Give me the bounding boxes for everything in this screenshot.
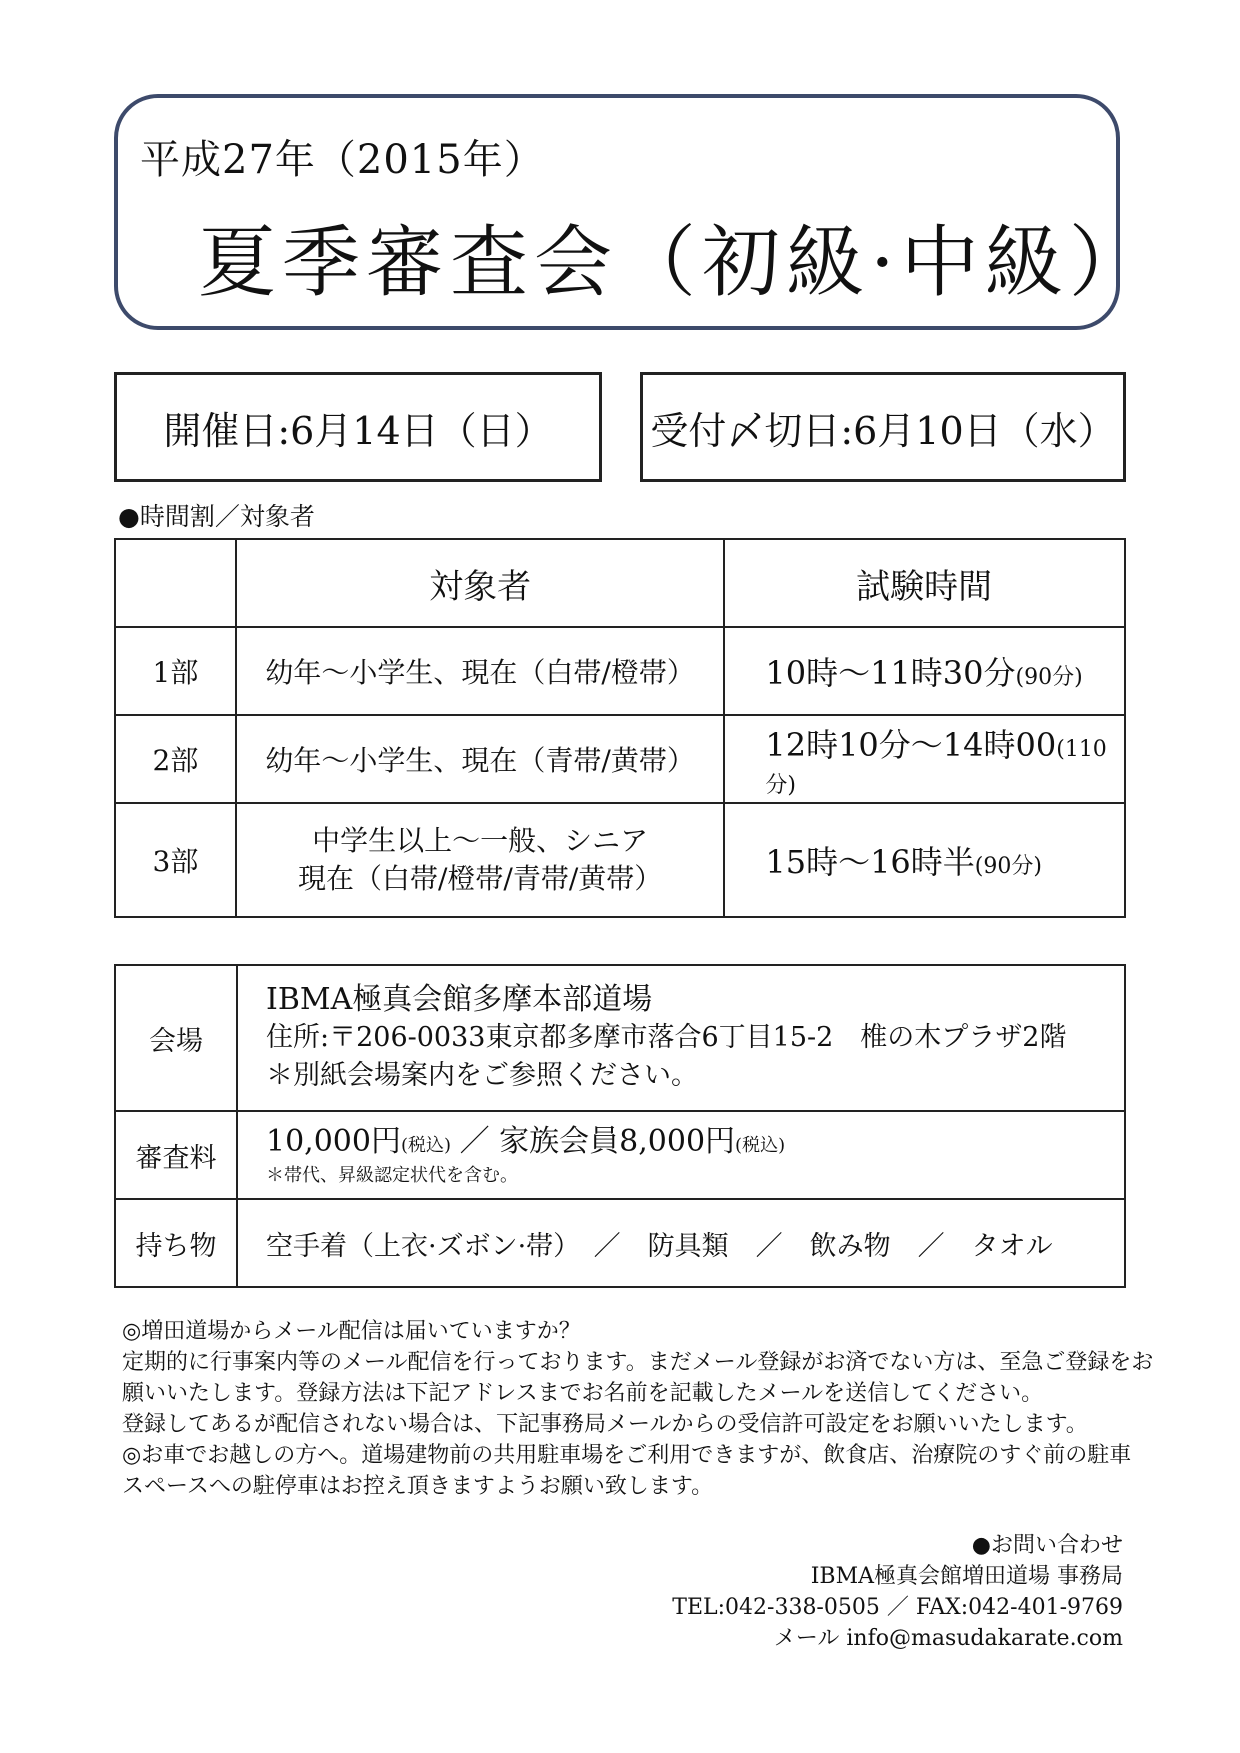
section-label: ●時間割／対象者 bbox=[118, 502, 315, 531]
fee-family: ／ 家族会員8,000円 bbox=[459, 1124, 736, 1159]
items-row bbox=[115, 1199, 1125, 1287]
header-blank bbox=[115, 539, 236, 627]
venue-note: ＊別紙会場案内をご参照ください。 bbox=[266, 1060, 698, 1091]
venue-row bbox=[115, 965, 1125, 1111]
note-line: スペースへの駐停車はお控え頂きますようお願い致します。 bbox=[122, 1474, 714, 1499]
header-target: 対象者 bbox=[236, 539, 724, 627]
fee-tax-note: (税込) bbox=[400, 1135, 452, 1156]
part-cell: 3部 bbox=[115, 803, 236, 917]
target-line-1: 中学生以上～一般、シニア bbox=[312, 824, 649, 857]
event-date: 開催日:6月14日（日） bbox=[163, 408, 553, 453]
time-value: 10時～11時30分 bbox=[765, 654, 1016, 692]
deadline-box bbox=[640, 372, 1126, 482]
note-line: 願いいたします。登録方法は下記アドレスまでお名前を記載したメールを送信してください。 bbox=[122, 1381, 1044, 1406]
target-cell: 幼年～小学生、現在（白帯/橙帯） bbox=[236, 627, 724, 715]
venue-label: 会場 bbox=[115, 965, 237, 1111]
note-line: ◎お車でお越しの方へ。道場建物前の共用駐車場をご利用できますが、飲食店、治療院のすぐ前の駐車 bbox=[122, 1443, 1132, 1468]
time-value: 15時～16時半 bbox=[765, 843, 975, 881]
time-cell bbox=[724, 627, 1125, 715]
table-header-row bbox=[115, 539, 1125, 627]
fee-tax-note: (税込) bbox=[735, 1135, 786, 1156]
contact-label: ●お問い合わせ bbox=[971, 1533, 1123, 1558]
event-date-box bbox=[114, 372, 602, 482]
venue-details bbox=[237, 965, 1125, 1111]
fee-details bbox=[237, 1111, 1125, 1199]
items-label: 持ち物 bbox=[115, 1199, 237, 1287]
contact-block bbox=[672, 1530, 1123, 1654]
schedule-table bbox=[114, 538, 1126, 918]
time-cell bbox=[724, 715, 1125, 803]
table-row bbox=[115, 715, 1125, 803]
time-value: 12時10分～14時00 bbox=[765, 725, 1057, 764]
part-cell: 1部 bbox=[115, 627, 236, 715]
fee-note: ＊帯代、昇級認定状代を含む。 bbox=[266, 1165, 518, 1186]
contact-email: メール info@masudakarate.com bbox=[773, 1626, 1123, 1651]
fee-row bbox=[115, 1111, 1125, 1199]
fee-regular: 10,000円 bbox=[266, 1124, 401, 1159]
page-title: 夏季審査会（初級·中級） bbox=[198, 218, 1153, 308]
table-row bbox=[115, 803, 1125, 917]
time-duration: (90分) bbox=[974, 854, 1042, 879]
note-line: ◎増田道場からメール配信は届いていますか？ bbox=[122, 1319, 581, 1344]
time-duration: (90分) bbox=[1015, 665, 1083, 690]
venue-name: IBMA極真会館多摩本部道場 bbox=[266, 982, 653, 1017]
deadline-date: 受付〆切日:6月10日（水） bbox=[650, 408, 1116, 453]
items-list: 空手着（上衣·ズボン·帯） ／ 防具類 ／ 飲み物 ／ タオル bbox=[237, 1199, 1125, 1287]
note-line: 登録してあるが配信されない場合は、下記事務局メールからの受信許可設定をお願いいたします。 bbox=[122, 1412, 1088, 1437]
notes bbox=[122, 1316, 1154, 1502]
venue-address: 住所:〒206-0033東京都多摩市落合6丁目15-2 椎の木プラザ2階 bbox=[266, 1022, 1067, 1053]
fee-label: 審査料 bbox=[115, 1111, 237, 1199]
note-line: 定期的に行事案内等のメール配信を行っております。まだメール登録がお済でない方は、至急ご登録をお bbox=[122, 1350, 1154, 1375]
table-row bbox=[115, 627, 1125, 715]
contact-org: IBMA極真会館増田道場 事務局 bbox=[810, 1564, 1123, 1589]
target-line-2: 現在（白帯/橙帯/青帯/黄帯） bbox=[297, 862, 663, 895]
title-year: 平成27年（2015年） bbox=[140, 137, 545, 183]
part-cell: 2部 bbox=[115, 715, 236, 803]
time-cell bbox=[724, 803, 1125, 917]
target-cell: 幼年～小学生、現在（青帯/黄帯） bbox=[236, 715, 724, 803]
header-time: 試験時間 bbox=[724, 539, 1125, 627]
info-table bbox=[114, 964, 1126, 1288]
time-duration: (110分) bbox=[765, 736, 1107, 798]
contact-phone: TEL:042-338-0505 ／ FAX:042-401-9769 bbox=[672, 1595, 1123, 1620]
target-cell bbox=[236, 803, 724, 917]
